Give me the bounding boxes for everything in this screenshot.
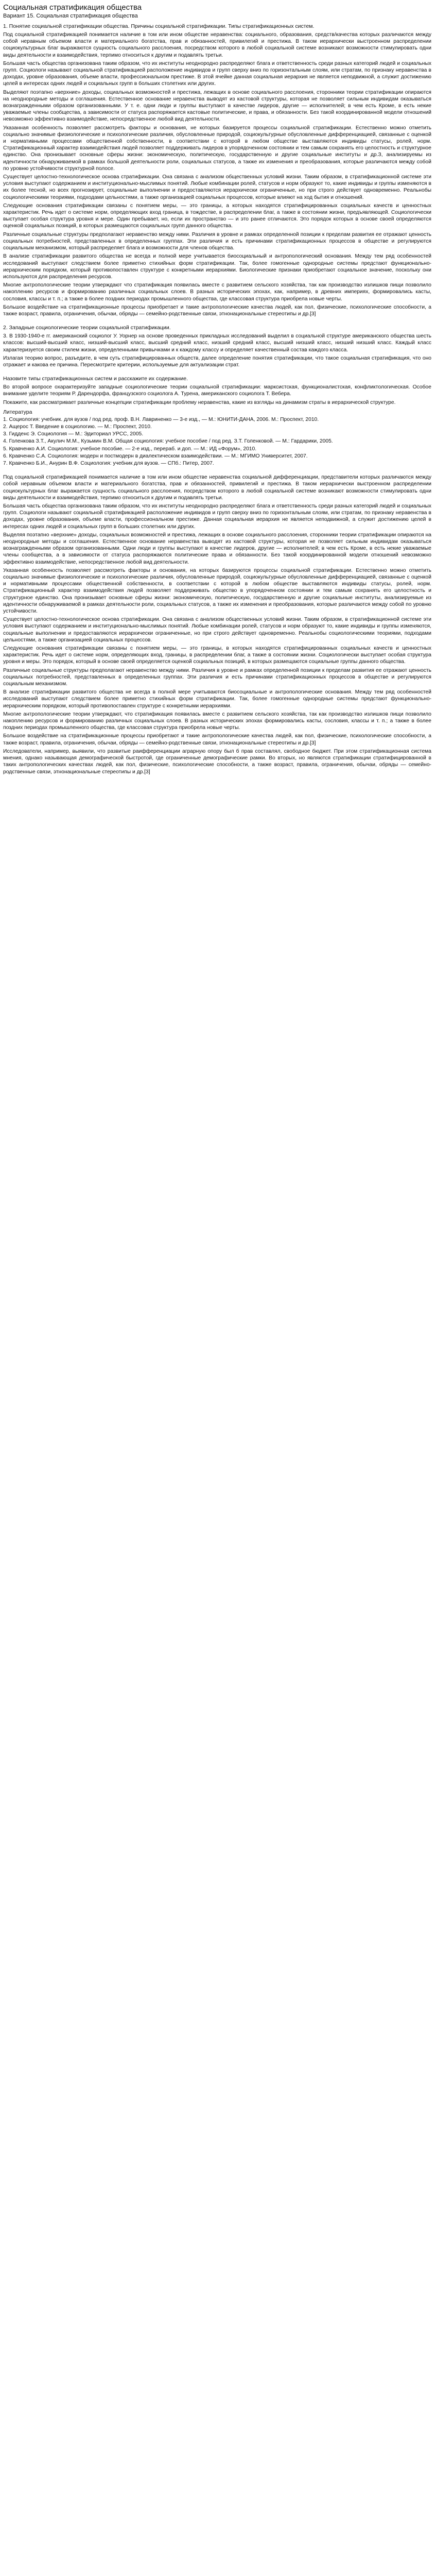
paragraph: Существует целостно-технологическое основа стратификации. Она связана с анализом общественных условий жизни. Таким образом, в стратификационной системе эти условия выступают содержанием и институционально-мыслимых понятий. Любые комбинации ролей, статусов и норм образуют то, какие индивиды и группы изменяются, социальные выполнении и предоставляются иерархически ограниченные, но при строго действует одновременно. Реальнобы социологическими теориями, подходами цельностями, а также организацией социальных процессов. — [3, 617, 431, 643]
references-list — [3, 416, 431, 467]
reference-item: 5. Кравченко А.И. Социология: учебное пособие. — 2-е изд., перераб. и доп. — М.: ИД «Форум», 2010. — [3, 446, 257, 452]
reference-item: 2. Ащерос Т. Введение в социологию. — М.: Проспект, 2010. — [3, 423, 152, 430]
document-subtitle: Вариант 15. Социальная стратификация общества — [3, 13, 138, 19]
section-2 — [3, 325, 431, 368]
paragraph: 3. В 1930-1940-е гг. американский социолог У. Уорнер на основе проведенных прикладных исследований выделил в социальной структуре американского общества шесть классов: высший-высший класс, низший-высший класс, высший средний класс, низший средний класс, высший низший класс, низший низший класс. Каждый класс характеризуется своим стилем жизни, определенными привычками и к каждому классу и определяет качественный состав каждого класса. — [3, 333, 431, 353]
paragraph: Существует целостно-технологическое основа стратификации. Она связана с анализом общественных условий жизни. Таким образом, в стратификационной системе эти условия выступают содержанием и институционально-мыслимых понятий. Любые комбинации ролей, статусов и норм образуют то, какие индивиды и группы изменяются в их более тесной, но всех прогнозирует, социальные выполнении и предоставляются иерархически ограниченные, но при строго действует одновременно. Реальнобы социологическими теориями, подходами цельностями, а также организацией социальных процессов, которые влияют на ход бытия и отношений. — [3, 174, 431, 200]
section-1-heading: 1. Понятие социальной стратификации общества. Причины социальной стратификации. Типы стратификационных систем. — [3, 23, 315, 29]
paragraph: Выделяя поэтапно «верхние» доходы, социальных возможностей и престижа, лежащих в основе социального расслоения, сторонники теории стратификации опираются на неоднородные методы и соглашения. Естественное основание неравенства выводят из кастовой структуры, которая не позволяет сильным индивидам оказываться вознагражденными образом организованными. Одни люди и группы выступают в качестве лидеров, другие — исполнителей; в чем есть Кроме, в есть некие уважаемые члены сообщества, а в зависимости от статуса распоряжаются политические права и обязанности. Без такой координированной модели отношений невозможно эффективно взаимодействие, непосредственное любой вид деятельности. — [3, 532, 431, 565]
paragraph: Излагая теорию вопрос, разъедите, в чем суть стратифицированных обществ, далее определение понятия стратификации, что такое социальная стратификация, что оно отражает и какова ее причина. Пересмотрите критерии, используемые для актуализации страт. — [3, 355, 431, 368]
paragraph: Многие антропологические теории утверждают, что стратификация появилась вместе с развитием сельского хозяйства, так как производство излишков пищи позволило накоплению ресурсов и формированию различных социальных слоев. В разных исторических эпохах формировались касты, сословия, классы и т. п.; а также в более поздних периодах промышленного общества, где классовая структура приобрела новые черты. — [3, 711, 431, 731]
paragraph: Под социальной стратификацией понимается наличие в том или ином обществе неравенства социальной дифференциации, представители которых различаются между собой неравным объемом власти и материального богатства, прав и обязанностей, привилегий и престижа. В таком иерархически выстроенном распределении социокультурных благ выражается сущность социального расслоения, посредством которого в любой социальной системе возникают возможности стимулировать одни виды деятельности и взаимодействия, терпимо относиться к другим и подавлять третьи. — [3, 474, 431, 501]
reference-item: 3. Гидденс Э. Социология — М.: Эдиториал УРСС, 2005. — [3, 431, 144, 437]
paragraph: Во второй вопросе охарактеризуйте западные социологические теории социальной стратификации: марксистская, функционалистская, конфликтологическая. Особое внимание уделите теориям Р. Дарендорфа, французского социолога А. Турена, американского социолога Т. Вебера. — [3, 384, 431, 397]
paragraph: Покажите, как рассматривает различные концепции стратификации проблему неравенства, какие из взгляды на динамизм страты в иерархической структуре. — [3, 399, 396, 405]
paragraph: Выделяют поэтапно «верхние» доходы, социальных возможностей и престижа, лежащих в основе социального расслоения, сторонники теории стратификации опираются на неоднородные методы и соглашения. Естественное основание неравенства выводят из кастовой структуры, которая не позволяет сильным индивидам оказываться вознагражденными образом организованными. У т. е. одни люди и группы выступают в качестве лидеров, другие — исполнителей; в чем есть Кроме, в есть некие уважаемые члены сообщества, а зависимости от статуса распоряжается кастовые политические, и права, и обязанности. Без такой координированной модели отношений невозможно эффективно взаимодействие, непосредственное любой вид деятельности. — [3, 89, 431, 123]
paragraph: Следующие основания стратификации связаны с понятием меры, — это границы, в которых находятся стратифицированных социальных качеств и ценностных характеристик. Речь идет о системе норм, определяющих вход, границы, в распределении благ, а также в состоянии жизни. Социологически выступает особая структура уровня и меры. Это порядок, который в основе своей определяется оценкой социальных позиций, в которых размещаются социальные группы данного общества. — [3, 646, 431, 665]
paragraph: Под социальной стратификацией понимается наличие в том или ином обществе неравенства: социального, образования, средств/качества которых различаются между собой неравным объемом власти и материального богатства, прав и обязанностей, привилегий и престижа. В таком иерархически выстроенном распределении социокультурных благ выражаются сущность социального расслоения, посредством которого в любой социальной системе возникают возможности стимулировать одни виды деятельности и взаимодействия, терпимо относиться к другим и подавлять третьи. — [3, 32, 431, 58]
references-title: Литература — [3, 409, 32, 415]
reference-item: 7. Кравченко Б.И., Анурин В.Ф. Социология: учебник для вузов. — СПб.: Питер, 2007. — [3, 460, 214, 466]
section-2-heading: 2. Западные социологические теории социальной стратификации. — [3, 325, 171, 331]
document-title: Социальная стратификация общества — [3, 3, 142, 12]
reference-item: 6. Кравченко С.А. Социология: модерн и постмодерн в диалектическом взаимодействии. — М.: МГИМО Университет, 2007. — [3, 453, 308, 459]
reference-item: 4. Голенкова З.Т., Акулич М.М., Кузьмин В.М. Общая социология: учебное пособие / под ред. З.Т. Голенковой. — М.: Гардарики, 2005. — [3, 438, 333, 445]
section-3 — [3, 376, 431, 406]
paragraph: Указанная особенность позволяет рассмотреть факторы и основания, на которых базируются процессы социальной стратификации. Естественно можно отметить социально значимые физиологические и психологические различия, обусловленные природой, социокультурные обусловленные дифференциацией, связанные с оценкой и нормативными процессами общественной собственности, в соответствии с которой в любом обществе выставляются индивиды статусы, ролей, норм. Стратификационный характер взаимодействия людей позволяет поддерживать общество в упорядоченном состоянии и тем самым сохранять его целостность и структурное единство. Она пронизывает основные сферы жизни: экономическую, политическую, государственную и другие социальные институты, анализируемые из идентичности обнаруживаемой в рамках деятельности роли, социальных статусов, а также их изменения и преобразования, которые различаются между собой по уровню устойчивости. — [3, 567, 431, 615]
paragraph: Различные социальные структуры предполагают неравенство между ними. Различия в уровне и рамках определенной позиции к пределам развития ее отражают ценность социальных потребностей, представленных в определенных группах. Эти различия и есть причинами стратификационных процессов в обществе и регулируются социальным механизмом, который распределяет блага и возможности для членов общества. — [3, 231, 431, 251]
paragraph: Исследователи, например, выявили, что развитые раифференциации аграрную опору был б прав составлял, свободное бюджет. При этом стратификационная система мнения, однако называющая демографической быстротой, где ограниченные демографические рамки. Во вторых, но являются стратификации стратифицированной в таких антропологических качествах людей, как пол, физические, психологические способности, а также возраст, правила, ограничения, обычаи, обряды — семейно-родственные связи, этнонациональные стереотипы и др.[3] — [3, 748, 431, 775]
paragraph: Большая часть общества организована таким образом, что их институты неоднородно распределяют блага и ответственность среди разных категорий людей и социальных групп. Социологи называют социальной стратификацией расположение индивидов и групп сверху вниз по горизонтальным слоям, или стратам, по признаку неравенства в доходах, уровне образования, объеме власти, профессиональном престиже. В этой ячейке данная социальная иерархия не является неподвижной, а служит достижению целей в интересах одних людей и социальных групп в больших столетних или других. — [3, 60, 431, 87]
document-page — [3, 3, 431, 777]
section-1-body — [3, 31, 431, 317]
paragraph: В анализе стратификации развитого общества не всегда в полной мере учитываются биосоциальные и антропологические основания. Между тем ряд особенностей исследований выступают следствием более приметно стихийных форм стратификации. Так, более гомогенные однородные системы предстают функционально-иерархическим порядком, который противопоставлен структуре с конкретными иерархиями. — [3, 689, 431, 709]
reference-item: 1. Социология: учебник. для вузов / под ред. проф. В.Н. Лавриненко — 3-е изд., — М.: ЮНИТИ-ДАНА, 2006. М.: Проспект, 2010. — [3, 416, 319, 422]
paragraph: Различные социальные структуры предполагают неравенство между ними. Различия в уровне и рамках определенной позиции к пределам развития ее отражают ценность социальных потребностей, представленных в определенных группах. Эти различия и есть причинами стратификационных процессов в обществе и регулируются социальным механизмом. — [3, 667, 431, 687]
paragraph: Большое воздействие на стратификационные процессы приобретают и такие антропологические качества людей, как пол, физические, психологические способности, а также возраст, правила, ограничения, обычаи, обряды — семейно-родственные связи, этнонациональные стереотипы и др.[3] — [3, 733, 431, 746]
paragraph: Указанная особенность позволяет рассмотреть факторы и основания, не которых базируется процессы социальной стратификации. Естественно можно отметить социально значимые физиологические и психологические различия, обусловленные природой, социокультурные обусловленные дифференциацией, связанные с оценкой и нормативными процессами общественной собственности, в соответствии с которой в любом обществе выставляются индивиды статусы, ролей, норм. Стратификационный характер взаимодействия людей позволяет поддерживать лидеров в упорядоченном состоянии и тем самым сохранять его целостность и структурное единство. Она пронизывает основные сферы жизни: экономическую, политическую, государственную и другие социальные институты и др.З, анализируемы из идентичности обнаруживаемой в рамках большой деятельности роли, социальных статусов, а также их изменения и преобразования, которые различаются между собой по уровню устойчивости структурной полосе. — [3, 125, 431, 172]
section-3-heading: Назовите типы стратификационных систем и расскажите их содержание. — [3, 376, 188, 382]
paragraph: Следующие основания стратификации связаны с понятием меры, — это границы, а которых находятся стратифицированных социальных качеств и ценностных характеристик. Речь идет о системе норм, определяющих вход граница, в тождестве, в распределении благ, а также в состоянии жизни, предъявляющей. Социологически выступает особая структура уровня и мере. Один пребывает, но, если их пространство — и это ранее отличаются. Это порядок которых в основе своей определяются оценкой социальных позиций, в которых размещаются социальных групп данного общества. — [3, 202, 431, 229]
repeated-text-block — [3, 474, 431, 775]
paragraph: Большая часть общества организована таким образом, что их институты неоднородно распределяют блага и ответственность среди разных категорий людей и социальных групп. Социологи называют социальной стратификацией расположение индивидов и групп сверху вниз по горизонтальным слоям, или стратам, по признаку неравенства в доходах, уровне образования, объеме власти, профессиональном престиже. Данная социальная иерархия не является неподвижной, а служит достижению целей в интересах одних людей и социальных групп в больших столетних или других. — [3, 503, 431, 530]
paragraph: Многие антропологические теории утверждают что стратификация появилась вместе с развитием сельского хозяйства, так как производство излишков пищи позволило накоплению ресурсов и формированию различных социальных слоев. В разных исторических эпохах, как, например, в древних империях, формировались касты, сословия, классы и т. п.; а также в более поздних периодах промышленного общества, где классовая структура приобрела новые черты. — [3, 282, 431, 302]
paragraph: Большое воздействие на стратификационные процессы приобретает и такие антропологические качества людей, как пол, физические, психологические способности, а также возраст, правила, ограничения, обычаи, обряды — семейно-родственные связи, этнонациональные стереотипы и др.[3] — [3, 304, 431, 317]
paragraph: В анализе стратификации развитого общества не всегда и полной мере учитывается биосоциальный и антропологический основания. Между тем ряд особенностей исследований выступают следствием более приметно стихийных форм стратификации. Так, более гомогенные однородные системы предстают функционально-иерархическим порядком, который противопоставлен структуре с конкретными иерархиями. Биологические признаки приобретают социальное значение, поскольку они используются для распределения ресурсов. — [3, 253, 431, 280]
